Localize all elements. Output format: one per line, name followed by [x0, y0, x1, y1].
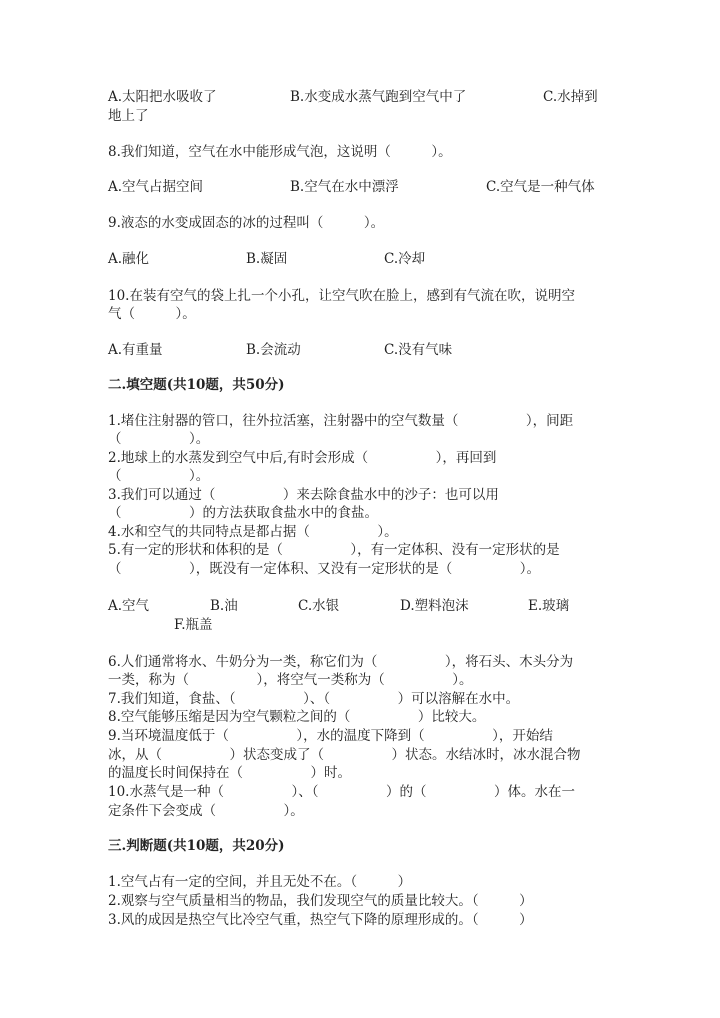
q9-option-a: A.融化: [108, 251, 150, 267]
q10-option-a: A.有重量: [108, 342, 163, 358]
fill-line: 1.堵住注射器的管口，往外拉活塞，注射器中的空气数量（ ），间距: [108, 413, 574, 429]
fill-line: （ ），既没有一定体积、又没有一定形状的是（ ）。: [108, 561, 540, 577]
judge-line: 2.观察与空气质量相当的物品，我们发现空气的质量比较大。（ ）: [108, 893, 533, 909]
options5-e: E.玻璃: [528, 598, 570, 614]
fill-line: 定条件下会变成（ ）。: [108, 803, 304, 819]
q8-option-b: B.空气在水中漂浮: [290, 179, 399, 195]
options5-f: F.瓶盖: [174, 617, 213, 633]
fill-line: 10.水蒸气是一种（ ）、（ ）的（ ）体。水在一: [108, 784, 575, 800]
q7-option-b: B.水变成水蒸气跑到空气中了: [290, 89, 467, 105]
fill-line: 8.空气能够压缩是因为空气颗粒之间的（ ）比较大。: [108, 709, 486, 725]
judge-line: 1.空气占有一定的空间，并且无处不在。（ ）: [108, 874, 412, 890]
q10-stem-line2: 气（ ）。: [108, 306, 196, 322]
options5-a: A.空气: [108, 598, 150, 614]
judge-line: 3.风的成因是热空气比冷空气重，热空气下降的原理形成的。（ ）: [108, 912, 533, 928]
q7-option-c: C.水掉到: [543, 89, 598, 105]
section3-heading: 三.判断题(共10题，共20分): [108, 838, 285, 854]
fill-line: 一类，称为（ ），将空气一类称为（ ）。: [108, 672, 473, 688]
fill-line: （ ）的方法获取食盐水中的食盐。: [108, 505, 378, 521]
q8-stem: 8.我们知道，空气在水中能形成气泡，这说明（ ）。: [108, 144, 452, 160]
section2-heading: 二.填空题(共10题，共50分): [108, 377, 285, 393]
fill-line: （ ）。: [108, 431, 210, 447]
q8-option-c: C.空气是一种气体: [486, 179, 595, 195]
fill-line: 4.水和空气的共同特点是都占据（ ）。: [108, 524, 398, 540]
options5-d: D.塑料泡沫: [400, 598, 469, 614]
fill-line: 冰，从（ ）状态变成了（ ）状态。水结冰时，冰水混合物: [108, 747, 581, 763]
q10-option-c: C.没有气味: [384, 342, 453, 358]
options5-c: C.水银: [298, 598, 340, 614]
fill-line: 7.我们知道，食盐、（ ）、（ ）可以溶解在水中。: [108, 691, 520, 707]
q7-option-a: A.太阳把水吸收了: [108, 89, 217, 105]
fill-line: 5.有一定的形状和体积的是（ ），有一定体积、没有一定形状的是: [108, 542, 560, 558]
q10-option-b: B.会流动: [246, 342, 301, 358]
q10-stem-line1: 10.在装有空气的袋上扎一个小孔，让空气吹在脸上，感到有气流在吹，说明空: [108, 288, 575, 304]
q9-stem: 9.液态的水变成固态的冰的过程叫（ ）。: [108, 215, 385, 231]
fill-line: 2.地球上的水蒸发到空气中后,有时会形成（ ），再回到: [108, 450, 497, 466]
fill-line: 9.当环境温度低于（ ），水的温度下降到（ ），开始结: [108, 728, 553, 744]
q8-option-a: A.空气占据空间: [108, 179, 204, 195]
q7-option-c-continued: 地上了: [108, 108, 149, 124]
fill-line: 6.人们通常将水、牛奶分为一类，称它们为（ ），将石头、木头分为: [108, 654, 574, 670]
fill-line: 3.我们可以通过（ ）来去除食盐水中的沙子：也可以用: [108, 487, 499, 503]
fill-line: （ ）。: [108, 468, 210, 484]
options5-b: B.油: [210, 598, 238, 614]
q9-option-b: B.凝固: [246, 251, 288, 267]
fill-line: 的温度长时间保持在（ ）时。: [108, 765, 351, 781]
q9-option-c: C.冷却: [384, 251, 426, 267]
